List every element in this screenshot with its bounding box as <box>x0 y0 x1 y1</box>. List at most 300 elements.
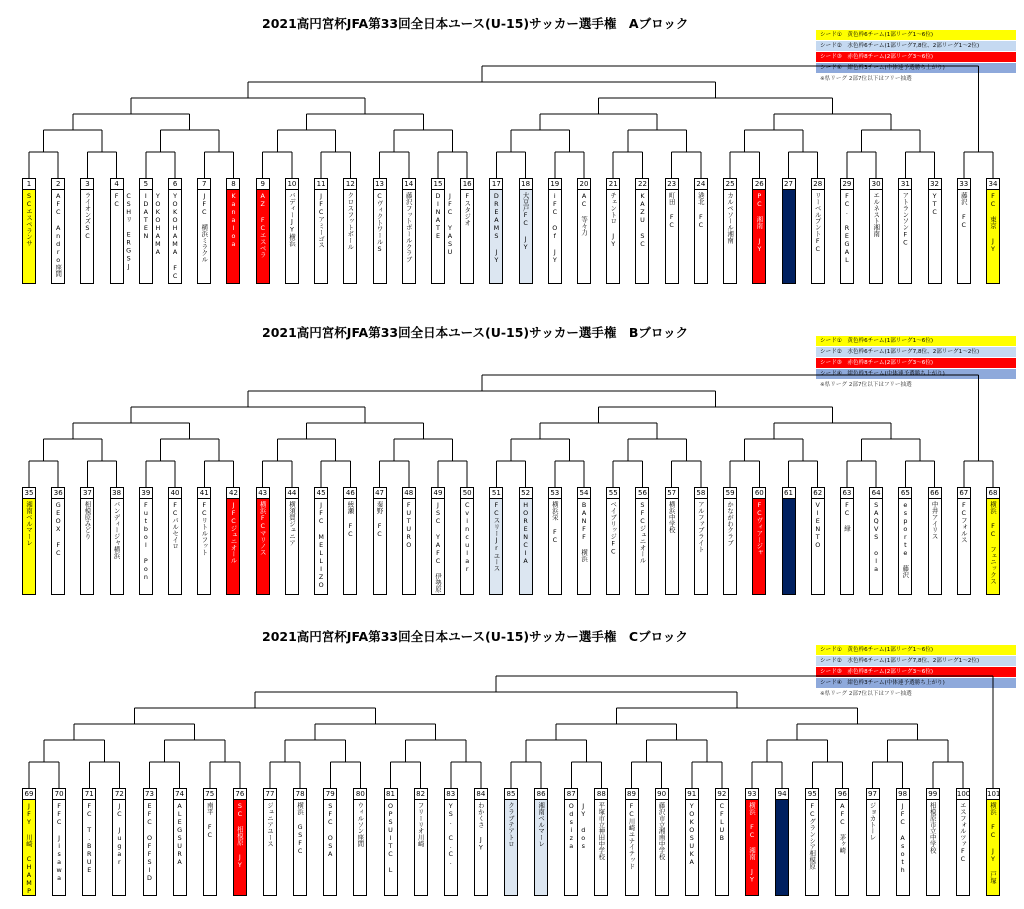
team-slot-28 <box>811 178 825 284</box>
team-name: Fスタジオ <box>463 192 472 226</box>
team-slot-55 <box>606 487 620 595</box>
team-slot-62 <box>811 487 825 595</box>
team-number: 57 <box>667 489 677 497</box>
team-slot-101 <box>986 788 1000 896</box>
team-slot-49 <box>431 487 445 595</box>
team-slot-70 <box>52 788 66 896</box>
team-name: OPSUITC L <box>386 802 395 874</box>
team-name: YOKOSUKA <box>687 802 696 866</box>
team-number: 87 <box>566 790 576 798</box>
team-number: 4 <box>111 179 123 190</box>
team-name: FC T.BRUE <box>85 802 94 874</box>
team-number: 36 <box>53 489 63 497</box>
team-name: BANFF 横浜 <box>580 501 589 562</box>
team-slot-40 <box>168 487 182 595</box>
team-slot-44 <box>285 487 299 595</box>
team-number: 25 <box>725 180 735 188</box>
team-number: 6 <box>169 179 181 190</box>
team-name: SAQVS ola <box>872 501 881 573</box>
team-number: 15 <box>433 180 443 188</box>
team-slot-50 <box>460 487 474 595</box>
team-number: 66 <box>930 489 940 497</box>
team-name: 藤沢 FC <box>959 192 968 229</box>
team-name: 相模原みどり <box>83 501 92 540</box>
team-name: 綾瀬 FC <box>346 501 355 538</box>
team-number: 43 <box>258 489 268 497</box>
team-name: SFCジュニオール <box>638 501 647 564</box>
team-slot-37 <box>80 487 94 595</box>
team-slot-88 <box>594 788 608 896</box>
team-slot-94 <box>775 788 789 896</box>
team-number: 86 <box>536 790 546 798</box>
team-number: 58 <box>696 489 706 497</box>
team-name: ベイブリッジFC <box>609 501 618 556</box>
team-name: 藤沢市立湘南中学校 <box>657 802 666 860</box>
team-number: 38 <box>112 489 122 497</box>
team-slot-34 <box>986 178 1000 284</box>
team-slot-72 <box>112 788 126 896</box>
team-number: 92 <box>717 790 727 798</box>
team-name: FC 緑 <box>842 501 851 532</box>
team-name: CFLUB <box>717 802 726 842</box>
legend-seed3: シード③ 赤色枠8チーム(2部リーグ3～6位) <box>816 667 1016 678</box>
team-slot-10 <box>285 178 299 284</box>
team-number: 97 <box>868 790 877 798</box>
team-name: バンディージャ横浜 <box>112 501 121 559</box>
team-name: 町田 FC <box>667 192 676 229</box>
team-slot-61 <box>782 487 796 595</box>
team-number: 72 <box>114 790 124 798</box>
team-slot-53 <box>548 487 562 595</box>
team-name: HORENCIA <box>521 501 530 565</box>
team-number: 101 <box>987 790 1001 798</box>
team-slot-93 <box>745 788 759 896</box>
legend-seed2: シード② 水色枠6チーム(1部リーグ7,8位、2部リーグ1～2位) <box>816 347 1016 358</box>
team-name: 横須賀ジュニア <box>287 501 296 546</box>
team-slot-64 <box>869 487 883 595</box>
team-number: 83 <box>446 790 456 798</box>
team-slot-54 <box>577 487 591 595</box>
team-name: 中井アイリス <box>930 501 939 540</box>
team-name: AZ FCエスペラ <box>258 192 267 258</box>
team-name: チェントロ JY <box>609 192 618 248</box>
team-name: YOKOHAMA IDATEN <box>141 192 162 256</box>
team-slot-3 <box>80 178 94 284</box>
team-slot-31 <box>898 178 912 284</box>
team-slot-2 <box>51 178 65 284</box>
team-name: EFC OFFSID <box>145 802 154 882</box>
team-slot-82 <box>414 788 428 896</box>
team-slot-33 <box>957 178 971 284</box>
team-slot-19 <box>548 178 562 284</box>
team-number: 53 <box>550 489 560 497</box>
team-number: 81 <box>386 790 395 798</box>
team-slot-35 <box>22 487 36 595</box>
team-name: 湘南ベルマーレ <box>537 802 546 847</box>
team-slot-11 <box>314 178 328 284</box>
team-slot-30 <box>869 178 883 284</box>
team-slot-68 <box>986 487 1000 595</box>
legend-note: ※県リーグ 2部7位以下はフリー抽選 <box>820 691 912 697</box>
team-name: ジョカトーレ <box>868 802 877 841</box>
team-slot-79 <box>323 788 337 896</box>
team-slot-85 <box>504 788 518 896</box>
team-name: 港北 FC <box>696 192 705 229</box>
team-name: FC川崎ユナイテッド <box>627 802 636 870</box>
team-number: 16 <box>462 180 472 188</box>
legend-note: ※県リーグ 2部7位以下はフリー抽選 <box>820 76 912 82</box>
team-name: 南平 FC <box>205 802 214 839</box>
team-number: 1 <box>23 179 35 190</box>
team-number: 52 <box>521 489 531 497</box>
team-slot-97 <box>866 788 880 896</box>
team-slot-9 <box>256 178 270 284</box>
team-number: 75 <box>205 790 215 798</box>
team-name: 相模原市立中学校 <box>928 802 937 854</box>
team-name: かながわクラブ <box>726 501 735 546</box>
legend-seed2: シード② 水色枠6チーム(1部リーグ7,8位、2部リーグ1～2位) <box>816 41 1016 52</box>
team-slot-20 <box>577 178 591 284</box>
team-slot-25 <box>723 178 737 284</box>
team-number: 91 <box>687 790 697 798</box>
team-name: リーベルプントFC <box>813 192 822 253</box>
team-number: 51 <box>491 489 501 497</box>
team-name: KAZU SC <box>638 192 647 248</box>
team-number: 74 <box>175 790 185 798</box>
team-name: VIENTO <box>813 501 822 549</box>
team-name: ALEGSURA <box>175 802 184 866</box>
team-slot-1 <box>22 178 36 284</box>
team-slot-90 <box>655 788 669 896</box>
team-slot-57 <box>665 487 679 595</box>
team-slot-80 <box>353 788 367 896</box>
team-slot-47 <box>373 487 387 595</box>
legend-seed4: シード④ 紺色枠3チーム(中体連予選勝ち上がり) <box>816 369 1016 380</box>
team-name: カルペソール湘南 <box>726 192 735 244</box>
team-name: JFCアミーゴス <box>317 192 326 248</box>
team-slot-65 <box>898 487 912 595</box>
team-number: 73 <box>145 790 154 798</box>
team-number: 76 <box>235 790 245 798</box>
team-number: 3 <box>81 179 93 190</box>
team-name: FCフォルス <box>959 501 968 543</box>
team-name: JY dos Odsiza <box>567 802 588 850</box>
team-slot-32 <box>928 178 942 284</box>
team-number: 47 <box>375 489 384 497</box>
team-slot-14 <box>402 178 416 284</box>
team-name: JC Jugar <box>115 802 124 866</box>
team-number: 78 <box>295 790 305 798</box>
team-number: 12 <box>345 180 355 188</box>
team-number: 63 <box>842 489 852 497</box>
team-number: 50 <box>462 489 472 497</box>
team-number: 54 <box>579 489 589 497</box>
team-slot-78 <box>293 788 307 896</box>
team-slot-56 <box>635 487 649 595</box>
team-number: 41 <box>199 489 209 497</box>
team-name: CSHリ ERGSJ FC <box>112 192 133 271</box>
team-name: FCリトルフット <box>200 501 209 556</box>
team-slot-87 <box>564 788 588 896</box>
team-number: 48 <box>404 489 414 497</box>
team-number: 42 <box>229 489 238 497</box>
team-name: 横浜 FC JY 戸塚 <box>989 802 997 884</box>
team-number: 82 <box>416 790 426 798</box>
team-name: エスフォルツァFC <box>958 802 967 863</box>
team-number: 19 <box>550 180 560 188</box>
legend-seed1: シード① 黄色枠6チーム(1部リーグ1～6位) <box>816 30 1016 41</box>
team-number: 89 <box>627 790 636 798</box>
team-name: FC. REGAL <box>842 192 851 264</box>
team-slot-29 <box>840 178 854 284</box>
legend-seed1: シード① 黄色枠6チーム(1部リーグ1～6位) <box>816 336 1016 347</box>
team-number: 84 <box>476 790 486 798</box>
team-number: 14 <box>404 180 414 188</box>
legend-note: ※県リーグ 2部7位以下はフリー抽選 <box>820 382 912 388</box>
team-name: バディーJY横浜 <box>287 192 296 247</box>
team-slot-6 <box>168 178 182 284</box>
block-c-title: 2021高円宮杯JFA第33回全日本ユース(U-15)サッカー選手権 Cブロック <box>262 629 688 644</box>
team-name: DREAMS JY <box>492 192 501 264</box>
team-slot-8 <box>226 178 240 284</box>
team-number: 55 <box>608 489 618 497</box>
team-name: SFC OSA <box>326 802 335 858</box>
team-name: Kanaloa <box>229 192 238 248</box>
team-number: 68 <box>988 489 998 497</box>
team-name: JFC 横浜ミラクル <box>200 192 209 263</box>
team-name: YS. C.C. <box>446 802 455 866</box>
team-number: 39 <box>141 489 151 497</box>
team-number: 98 <box>898 790 908 798</box>
team-number: 80 <box>355 790 365 798</box>
team-name: FCパルセイロ <box>171 501 180 549</box>
team-slot-27 <box>782 178 796 284</box>
team-name: CヴィクトワールS <box>375 192 384 253</box>
team-number: 20 <box>579 180 589 188</box>
team-name: YTC <box>930 192 939 216</box>
team-slot-21 <box>606 178 620 284</box>
team-name: 横浜 GSFC <box>296 802 305 855</box>
team-name: JFC Asoth <box>898 802 907 874</box>
team-number: 18 <box>521 180 531 188</box>
team-name: 横浜栄 FC <box>550 501 559 545</box>
team-number: 27 <box>784 180 793 188</box>
team-number: 5 <box>140 179 152 190</box>
team-slot-22 <box>635 178 649 284</box>
legend-seed1: シード① 黄色枠6チーム(1部リーグ1～6位) <box>816 645 1016 656</box>
team-slot-73 <box>143 788 157 896</box>
block-a-title: 2021高円宮杯JFA第33回全日本ユース(U-15)サッカー選手権 Aブロック <box>262 16 689 31</box>
team-slot-51 <box>489 487 503 595</box>
team-slot-5 <box>139 178 162 284</box>
team-name: クロスフットボール <box>346 192 355 250</box>
team-name: 横浜FCマリノス <box>258 501 267 556</box>
team-name: PC 湘南 JY <box>755 192 764 253</box>
team-slot-17 <box>489 178 503 284</box>
team-number: 29 <box>842 180 852 188</box>
team-slot-52 <box>519 487 533 595</box>
team-slot-84 <box>474 788 488 896</box>
team-name: FUTURO <box>404 501 413 549</box>
team-slot-95 <box>805 788 819 896</box>
team-number: 45 <box>316 489 326 497</box>
team-name: SCエスペランサ <box>25 192 33 247</box>
team-number: 100 <box>956 790 971 798</box>
team-number: 17 <box>491 180 501 188</box>
team-number: 9 <box>257 179 269 190</box>
team-slot-77 <box>263 788 277 896</box>
team-name: JFCジュニオール <box>229 501 238 564</box>
team-number: 35 <box>24 489 34 497</box>
team-name: ライオンズSC <box>83 192 92 240</box>
team-name: クラブテアトロ <box>507 802 515 847</box>
team-number: 71 <box>84 790 94 798</box>
team-number: 11 <box>316 180 326 188</box>
team-number: 23 <box>667 180 677 188</box>
team-slot-63 <box>840 487 854 595</box>
team-name: JFY 川崎 CHAMP <box>25 802 33 895</box>
team-number: 46 <box>345 489 355 497</box>
team-slot-41 <box>197 487 211 595</box>
team-slot-100 <box>956 788 970 896</box>
team-slot-96 <box>835 788 849 896</box>
team-slot-59 <box>723 487 737 595</box>
team-slot-7 <box>197 178 211 284</box>
team-number: 62 <box>813 489 823 497</box>
team-name: 湘南ベルマーレ <box>25 501 33 546</box>
team-name: わかくさ JY <box>476 802 485 852</box>
team-name: ウィルソン座間 <box>356 802 365 847</box>
team-slot-98 <box>896 788 910 896</box>
team-number: 56 <box>637 489 647 497</box>
team-number: 65 <box>900 489 910 497</box>
team-number: 28 <box>813 180 823 188</box>
team-slot-16 <box>460 178 474 284</box>
team-number: 37 <box>82 489 92 497</box>
team-slot-60 <box>752 487 766 595</box>
team-number: 26 <box>754 180 764 188</box>
team-number: 93 <box>747 790 757 798</box>
team-slot-92 <box>715 788 729 896</box>
team-number: 90 <box>657 790 667 798</box>
team-slot-13 <box>373 178 387 284</box>
team-name: エルネスト湘南 <box>872 192 881 237</box>
team-number: 7 <box>198 179 210 190</box>
team-number: 13 <box>375 180 384 188</box>
team-number: 95 <box>807 790 817 798</box>
team-number: 33 <box>959 180 969 188</box>
team-slot-99 <box>926 788 940 896</box>
team-slot-58 <box>694 487 708 595</box>
team-slot-71 <box>82 788 96 896</box>
team-name: 横浜 FC 湘南 JY <box>748 802 756 884</box>
team-name: Futbol Pon <box>141 501 150 581</box>
team-slot-46 <box>343 487 357 595</box>
team-name: AC 等々力 <box>580 192 589 236</box>
legend-seed3: シード③ 赤色枠8チーム(2部リーグ3～6位) <box>816 358 1016 369</box>
team-slot-43 <box>256 487 270 595</box>
team-name: FCヴィアージャ <box>755 501 764 556</box>
team-name: GEOX FC <box>54 501 63 557</box>
team-name: ジュニアユース <box>266 802 274 847</box>
team-name: FFC Jisawa <box>55 802 64 882</box>
team-number: 31 <box>900 180 910 188</box>
team-name: YOKOHAMA FC <box>171 192 180 280</box>
team-number: 96 <box>837 790 847 798</box>
team-slot-18 <box>519 178 533 284</box>
team-name: AFC 茅ヶ崎 <box>838 802 847 854</box>
team-number: 34 <box>988 180 998 188</box>
team-number: 85 <box>506 790 516 798</box>
team-name: 藤沢フットボールクラブ <box>404 192 413 263</box>
team-name: 大豆戸FC JY <box>521 192 530 252</box>
team-number: 61 <box>784 489 793 497</box>
team-slot-15 <box>431 178 454 284</box>
team-number: 99 <box>928 790 938 798</box>
team-number: 60 <box>754 489 764 497</box>
team-slot-26 <box>752 178 766 284</box>
team-name: Cvincular <box>463 501 472 573</box>
team-number: 30 <box>871 180 881 188</box>
team-slot-39 <box>139 487 153 595</box>
team-slot-74 <box>173 788 187 896</box>
team-slot-45 <box>314 487 328 595</box>
legend-seed4: シード④ 紺色枠3チーム(中体連予選勝ち上がり) <box>816 678 1016 689</box>
team-slot-36 <box>51 487 65 595</box>
team-number: 10 <box>287 180 297 188</box>
legend-seed3: シード③ 赤色枠8チーム(2部リーグ3～6位) <box>816 52 1016 63</box>
team-number: 8 <box>227 179 239 190</box>
team-name: 横浜 FC フェニックス <box>989 501 997 585</box>
team-number: 59 <box>725 489 735 497</box>
team-number: 32 <box>930 180 940 188</box>
team-name: 平塚市立神田中学校 <box>597 802 606 860</box>
team-name: AFC Andro座間 <box>54 192 63 277</box>
team-name: FCグランシア相模原 <box>808 802 817 870</box>
team-slot-81 <box>384 788 398 896</box>
team-name: フリーリオ川崎 <box>416 802 425 847</box>
team-name: JFC MELLIZO <box>317 501 326 589</box>
team-slot-23 <box>665 178 679 284</box>
team-number: 88 <box>596 790 606 798</box>
team-name: 秦野 FC <box>375 501 384 538</box>
team-number: 2 <box>52 179 64 190</box>
team-name: アルファブライト <box>696 501 705 553</box>
team-slot-89 <box>625 788 639 896</box>
team-slot-12 <box>343 178 357 284</box>
team-number: 64 <box>871 489 881 497</box>
team-slot-24 <box>694 178 708 284</box>
team-name: esporte 藤沢 <box>901 501 910 578</box>
team-slot-42 <box>226 487 240 595</box>
team-slot-76 <box>233 788 247 896</box>
team-number: 24 <box>696 180 706 188</box>
team-name: FC 東京 JY <box>989 192 997 253</box>
team-slot-38 <box>110 487 124 595</box>
team-number: 69 <box>24 790 34 798</box>
team-number: 44 <box>287 489 297 497</box>
team-slot-86 <box>534 788 548 896</box>
team-slot-4 <box>110 178 133 284</box>
team-number: 67 <box>959 489 969 497</box>
team-number: 94 <box>777 790 787 798</box>
team-name: 横浜中学校 <box>667 501 676 533</box>
team-name: SC 相模原 JY <box>235 802 244 870</box>
team-slot-48 <box>402 487 416 595</box>
team-name: FCスリーJrユース <box>492 501 501 572</box>
team-slot-66 <box>928 487 942 595</box>
legend-seed2: シード② 水色枠6チーム(1部リーグ7,8位、2部リーグ1～2位) <box>816 656 1016 667</box>
